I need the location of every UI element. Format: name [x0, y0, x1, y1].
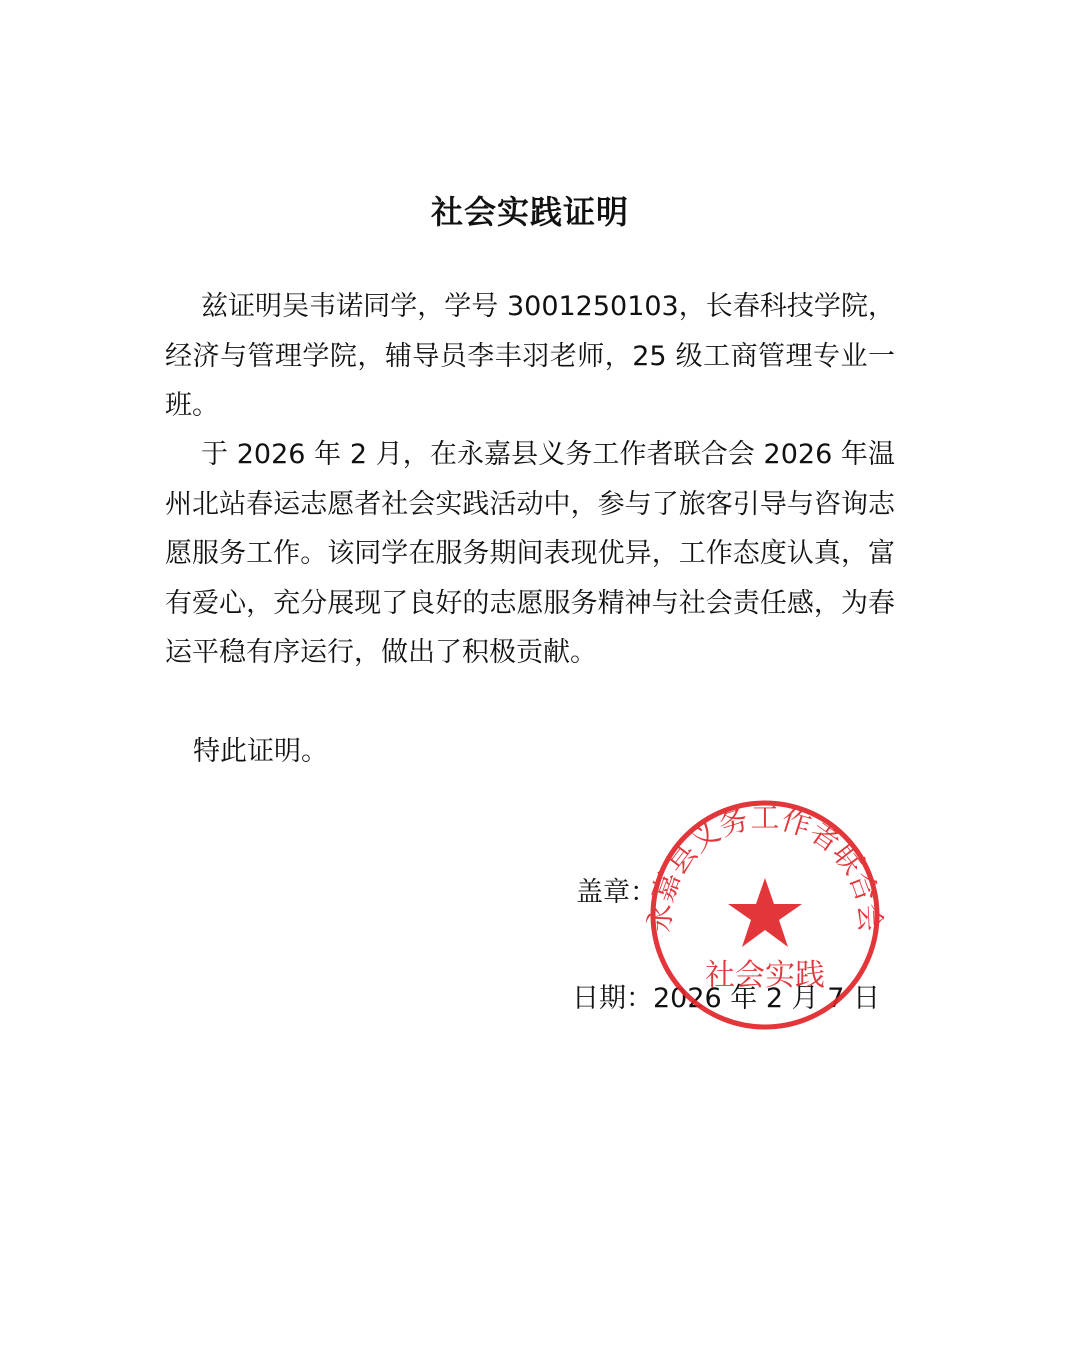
seal-graphic: [640, 790, 890, 1040]
paragraph-activity: 于 2026 年 2 月，在永嘉县义务工作者联合会 2026 年温州北站春运志愿者社会实践活动中，参与了旅客引导与咨询志愿服务工作。该同学在服务期间表现优异，工作态度认真，富有爱心，充分展现了良好的志愿服务精神与社会责任感，为春运平稳有序运行，做出了积极贡献。: [165, 439, 895, 668]
date-label: 日期：: [572, 983, 653, 1014]
paragraph-student-info: 兹证明吴韦诺同学，学号 3001250103，长春科技学院，经济与管理学院，辅导员李丰羽老师，25 级工商管理专业一班。: [165, 291, 895, 421]
official-seal: [640, 790, 890, 1040]
closing-statement: 特此证明。: [193, 736, 328, 767]
seal-label: 盖章：: [576, 877, 657, 908]
date-value: 2026 年 2 月 7 日: [653, 983, 880, 1014]
seal-bottom-text: 社会实践: [705, 958, 825, 993]
seal-arc-text: 永嘉县义务工作者联合会: [642, 800, 888, 934]
star-icon: [728, 878, 802, 947]
document-title: 社会实践证明: [430, 193, 629, 231]
